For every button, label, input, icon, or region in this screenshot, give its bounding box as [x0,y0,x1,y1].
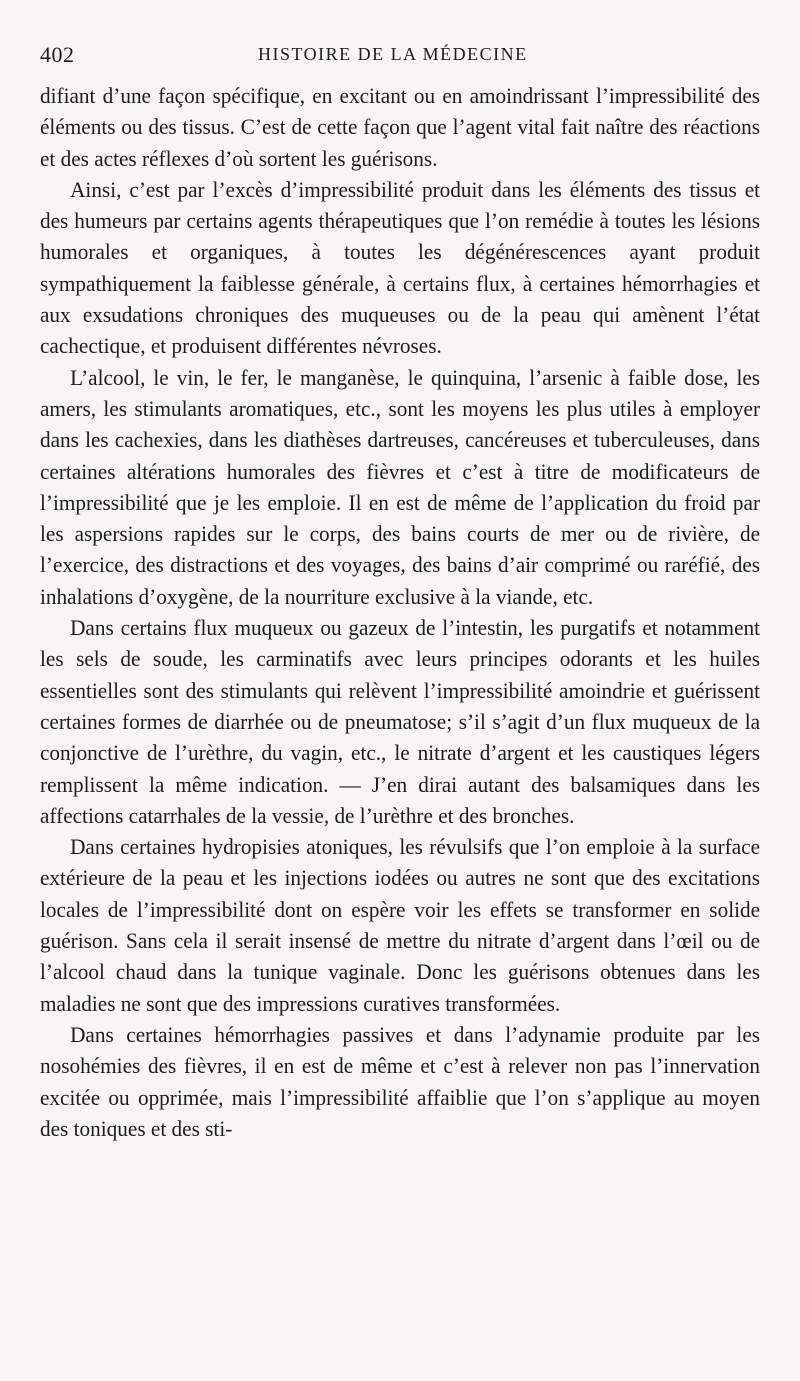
page-number: 402 [40,42,75,67]
paragraph-6: Dans certaines hémorrhagies passives et dans l’adynamie produite par les nosohémies des fièvres, il en est de même et c’est à relever non pas l’innervation excitée ou opprimée, mais l’impressibilité affaiblie que l’on s’applique au moyen des toniques et des sti- [40,1021,761,1141]
paragraph-4: Dans certains flux muqueux ou gazeux de l’intestin, les purgatifs et notamment les sels de soude, les carminatifs avec leurs principes odorants et les huiles essentielles sont des stimulants qui relèvent l’impressibilité amoindrie et guérissent certaines formes de diarrhée ou de pneumatose; s’il s’agit d’un flux muqueux de la conjonctive de l’urèthre, du vagin, etc., le nitrate d’argent et les caustiques légers remplissent la même indication. — J’en dirai autant des balsamiques dans les affections catarrhales de la vessie, de l’urèthre et des bronches. [40,615,761,828]
running-head [40,38,758,74]
paragraph-2: Ainsi, c’est par l’excès d’impressibilité produit dans les éléments des tissus et des humeurs par certains agents thérapeutiques que l’on remédie à toutes les lésions humorales et organiques, à toutes les dégénérescences ayant produit sympathiquement la faiblesse générale, à certains flux, à certaines hémorrhagies et aux exsudations chroniques des muqueuses ou de la peau qui amènent l’état cachectique, et produisent différentes névroses. [40,176,761,359]
running-title: HISTOIRE DE LA MÉDECINE [258,44,528,64]
paragraph-1: difiant d’une façon spécifique, en excitant ou en amoindrissant l’impressibilité des éléments ou des tissus. C’est de cette façon que l’agent vital fait naître des réactions et des actes réflexes d’où sortent les guérisons. [40,83,761,171]
body-text [40,80,760,1144]
paragraph-5: Dans certaines hydropisies atoniques, les révulsifs que l’on emploie à la surface extérieure de la peau et les injections iodées ou autres ne sont que des excitations locales de l’impressibilité dont on espère voir les effets se transformer en solide guérison. Sans cela il serait insensé de mettre du nitrate d’argent dans l’œil ou de l’alcool chaud dans la tunique vaginale. Donc les guérisons obtenues dans les maladies ne sont que des impressions curatives transformées. [40,834,761,1016]
paragraph-3: L’alcool, le vin, le fer, le manganèse, le quinquina, l’arsenic à faible dose, les amers, les stimulants aromatiques, etc., sont les moyens les plus utiles à employer dans les cachexies, dans les diathèses dartreuses, cancéreuses et tuberculeuses, dans certaines altérations humorales des fièvres et c’est à titre de modificateurs de l’impressibilité que je les emploie. Il en est de même de l’application du froid par les aspersions rapides sur le corps, des bains courts de mer ou de rivière, de l’exercice, des distractions et des voyages, des bains d’air comprimé ou raréfié, des inhalations d’oxygène, de la nourriture exclusive à la viande, etc. [40,364,761,609]
